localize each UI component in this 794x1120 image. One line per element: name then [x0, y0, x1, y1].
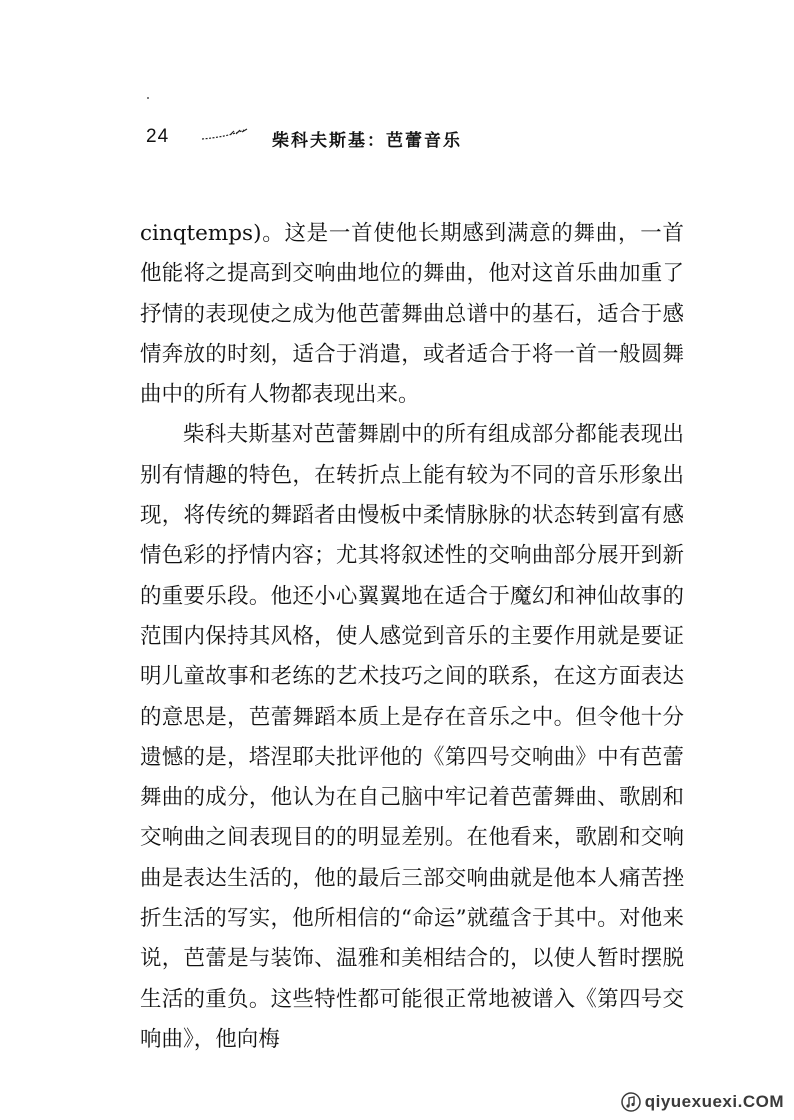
paragraph: cinqtemps)。这是一首使他长期感到满意的舞曲，一首他能将之提高到交响曲地位的舞曲，他对这首乐曲加重了抒情的表现使之成为他芭蕾舞曲总谱中的基石，适合于感情奔放的时刻，适合于消遣，或者适合于将一首一般圆舞曲中的所有人物都表现出来。 — [140, 221, 684, 408]
body-text — [140, 214, 684, 1060]
page-number: 24 — [146, 126, 170, 147]
paragraph: 柴科夫斯基对芭蕾舞剧中的所有组成部分都能表现出别有情趣的特色，在转折点上能有较为不同的音乐形象出现，将传统的舞蹈者由慢板中柔情脉脉的状态转到富有感情色彩的抒情内容；尤其将叙述性的交响曲部分展开到新的重要乐段。他还小心翼翼地在适合于魔幻和神仙故事的范围内保持其风格，使人感觉到音乐的主要作用就是要证明儿童故事和老练的艺术技巧之间的联系，在这方面表达的意思是，芭蕾舞蹈本质上是存在音乐之中。但令他十分遗憾的是，塔涅耶夫批评他的《第四号交响曲》中有芭蕾舞曲的成分，他认为在自己脑中牢记着芭蕾舞曲、歌剧和交响曲之间表现目的的明显差别。在他看来，歌剧和交响曲是表达生活的，他的最后三部交响曲就是他本人痛苦挫折生活的写实，他所相信的“命运”就蕴含于其中。对他来说，芭蕾是与装饰、温雅和美相结合的，以使人暂时摆脱生活的重负。这些特性都可能很正常地被谱入《第四号交响曲》，他向梅 — [140, 422, 684, 1052]
music-note-icon — [621, 1092, 641, 1112]
running-header — [142, 124, 562, 154]
watermark-text: qiyuexuexi.COM — [644, 1092, 784, 1111]
running-title: 柴科夫斯基：芭蕾音乐 — [272, 131, 462, 151]
watermark — [621, 1092, 784, 1112]
scan-speck — [147, 97, 149, 99]
flourish-ornament-icon — [200, 128, 250, 142]
